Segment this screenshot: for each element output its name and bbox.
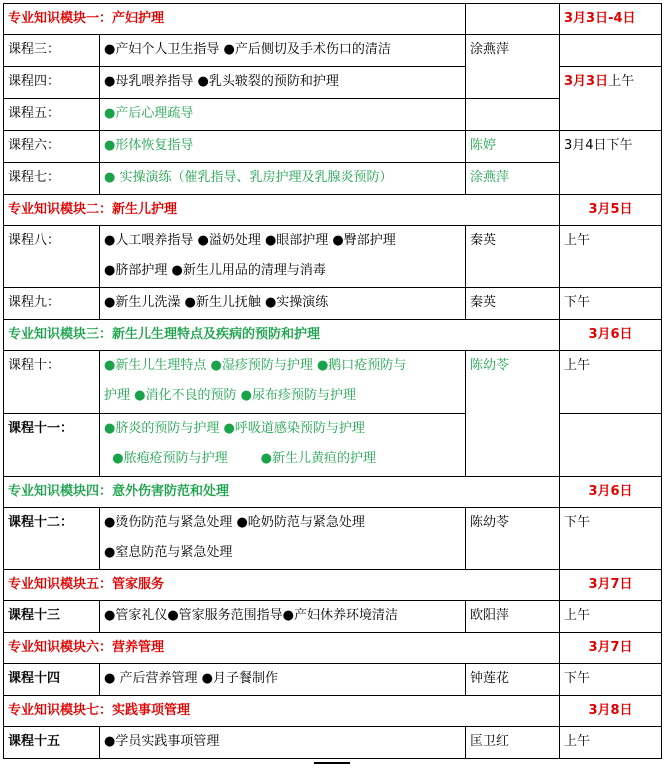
course-teacher: 涂燕萍 — [466, 35, 560, 99]
course-name: 课程十二： — [4, 508, 100, 570]
content-line: ●人工喂养指导 ●溢奶处理 ●眼部护理 ●臀部护理 — [104, 233, 396, 248]
course-row — [4, 35, 662, 67]
empty-cell — [560, 35, 662, 67]
course-name: 课程九： — [4, 288, 100, 320]
module-row — [4, 195, 662, 226]
course-name: 课程三： — [4, 35, 100, 67]
course-name: 课程五： — [4, 99, 100, 131]
course-time: 上午 — [560, 351, 662, 414]
content-line: 护理 ●消化不良的预防 ●尿布疹预防与护理 — [104, 388, 356, 403]
module-title: 专业知识模块一：产妇护理 — [4, 4, 466, 35]
module-date: 3月7日 — [560, 633, 662, 664]
course-teacher: 秦英 — [466, 226, 560, 288]
course-content: ●产妇个人卫生指导 ●产后侧切及手术伤口的清洁 — [100, 35, 466, 67]
course-name: 课程十四 — [4, 664, 100, 696]
course-row — [4, 508, 662, 570]
content-line: ●脐部护理 ●新生儿用品的清理与消毒 — [104, 263, 326, 278]
course-time: 上午 — [560, 727, 662, 759]
course-teacher: 陈幼苓 — [466, 508, 560, 570]
module-title: 专业知识模块七：实践事项管理 — [4, 696, 560, 727]
course-name: 课程十三 — [4, 601, 100, 633]
module-title: 专业知识模块五：管家服务 — [4, 570, 560, 601]
content-line: ●烫伤防范与紧急处理 ●呛奶防范与紧急处理 — [104, 515, 365, 530]
module-row — [4, 320, 662, 351]
course-teacher: 匡卫红 — [466, 727, 560, 759]
course-name: 课程十五 — [4, 727, 100, 759]
course-row — [4, 664, 662, 696]
course-content — [100, 351, 466, 414]
module-row — [4, 570, 662, 601]
course-date: 3月3日上午 — [560, 67, 662, 131]
course-content: ●管家礼仪●管家服务范围指导●产妇休养环境清洁 — [100, 601, 466, 633]
course-teacher: 涂燕萍 — [466, 163, 560, 195]
course-content: ●新生儿洗澡 ●新生儿抚触 ●实操演练 — [100, 288, 466, 320]
course-content: ●学员实践事项管理 — [100, 727, 466, 759]
course-row — [4, 414, 662, 477]
content-line: ●脓疱疮预防与护理 ●新生儿黄疸的护理 — [104, 451, 377, 466]
course-row — [4, 601, 662, 633]
course-row — [4, 226, 662, 288]
course-teacher: 钟莲花 — [466, 664, 560, 696]
module-date: 3月8日 — [560, 696, 662, 727]
course-teacher: 欧阳萍 — [466, 601, 560, 633]
page-edge-mark — [314, 762, 350, 770]
course-time: 下午 — [560, 508, 662, 570]
course-teacher: 陈幼苓 — [466, 351, 560, 477]
course-name: 课程七： — [4, 163, 100, 195]
module-title: 专业知识模块六：营养管理 — [4, 633, 560, 664]
course-time: 上午 — [560, 601, 662, 633]
course-row — [4, 351, 662, 414]
content-line: ●脐炎的预防与护理 ●呼吸道感染预防与护理 — [104, 421, 365, 436]
course-name: 课程六： — [4, 131, 100, 163]
course-name: 课程四： — [4, 67, 100, 99]
course-name: 课程十： — [4, 351, 100, 414]
course-content — [100, 226, 466, 288]
module-row — [4, 633, 662, 664]
course-time: 下午 — [560, 664, 662, 696]
module-date: 3月5日 — [560, 195, 662, 226]
course-row — [4, 131, 662, 163]
course-teacher: 秦英 — [466, 288, 560, 320]
course-row — [4, 288, 662, 320]
module-row — [4, 696, 662, 727]
module-title: 专业知识模块二：新生儿护理 — [4, 195, 560, 226]
course-content: ● 实操演练（催乳指导、乳房护理及乳腺炎预防） — [100, 163, 466, 195]
course-content: ●形体恢复指导 — [100, 131, 466, 163]
empty-cell — [466, 99, 560, 131]
course-content — [100, 508, 466, 570]
course-date: 3月4日下午 — [560, 131, 662, 195]
course-time: 下午 — [560, 288, 662, 320]
module-row — [4, 477, 662, 508]
course-schedule-table — [3, 3, 662, 759]
course-teacher: 陈婷 — [466, 131, 560, 163]
module-title: 专业知识模块四：意外伤害防范和处理 — [4, 477, 560, 508]
module-date: 3月7日 — [560, 570, 662, 601]
empty-cell — [560, 414, 662, 477]
module-title: 专业知识模块三：新生儿生理特点及疾病的预防和护理 — [4, 320, 560, 351]
course-name: 课程八： — [4, 226, 100, 288]
course-content: ●母乳喂养指导 ●乳头皲裂的预防和护理 — [100, 67, 466, 99]
course-row — [4, 727, 662, 759]
course-content — [100, 414, 466, 477]
module-date: 3月6日 — [560, 320, 662, 351]
module-date: 3月3日-4日 — [560, 4, 662, 35]
course-name: 课程十一： — [4, 414, 100, 477]
content-line: ●窒息防范与紧急处理 — [104, 545, 233, 560]
course-time: 上午 — [560, 226, 662, 288]
empty-cell — [466, 4, 560, 35]
module-row — [4, 4, 662, 35]
course-content: ● 产后营养管理 ●月子餐制作 — [100, 664, 466, 696]
content-line: ●新生儿生理特点 ●湿疹预防与护理 ●鹅口疮预防与 — [104, 358, 407, 373]
course-row — [4, 67, 662, 99]
course-content: ●产后心理疏导 — [100, 99, 466, 131]
module-date: 3月6日 — [560, 477, 662, 508]
